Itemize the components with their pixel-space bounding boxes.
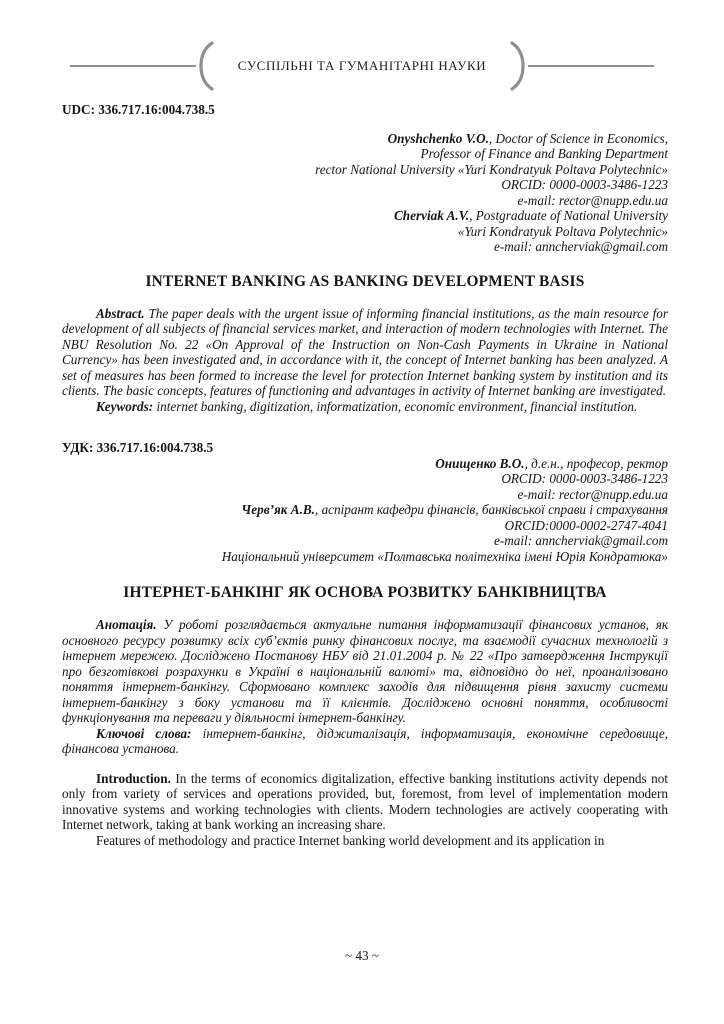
annotation-label: Анотація. <box>96 617 157 632</box>
author-orcid: ORCID: 0000-0003-3486-1223 <box>501 471 668 486</box>
introduction-label: Introduction. <box>96 770 171 786</box>
keywords-paragraph: Keywords: internet banking, digitization, informatization, economic environment, financial institution. <box>96 398 638 414</box>
brace-left-icon <box>196 40 216 92</box>
author-name: Черв’як А.В. <box>241 502 315 517</box>
header-rule-left <box>70 65 196 67</box>
author-orcid: ORCID: 0000-0003-3486-1223 <box>501 177 668 192</box>
article-title-en: INTERNET BANKING AS BANKING DEVELOPMENT BASIS <box>145 272 585 290</box>
brace-right-icon <box>508 40 528 92</box>
author-line: Онищенко В.О., д.е.н., професор, ректор <box>435 455 668 471</box>
author-email: e-mail: anncherviak@gmail.com <box>494 239 668 254</box>
keywords-label: Keywords: <box>96 398 154 414</box>
introduction-paragraph-2: Features of methodology and practice Internet banking world development and its application in <box>96 832 605 848</box>
author-line: Professor of Finance and Banking Department <box>420 146 668 161</box>
author-email: e-mail: rector@nupp.edu.ua <box>517 486 668 502</box>
author-line: «Yuri Kondratyuk Poltava Polytechnic» <box>457 223 668 239</box>
header-rule-right <box>528 65 654 67</box>
author-line: Черв’як А.В., аспірант кафедри фінансів, банківської справи і страхування <box>241 502 668 517</box>
author-line: Cherviak A.V., Postgraduate of National University <box>393 208 668 223</box>
keywords-ua-label: Ключові слова: <box>96 725 192 741</box>
author-name: Onyshchenko V.O. <box>387 130 489 146</box>
page-number: ~ 43 ~ <box>344 948 380 963</box>
authors-block-ua <box>62 456 668 565</box>
article-title-ua: ІНТЕРНЕТ-БАНКІНГ ЯК ОСНОВА РОЗВИТКУ БАНКІВНИЦТВА <box>123 584 607 601</box>
page-content <box>62 0 668 848</box>
author-email: e-mail: anncherviak@gmail.com <box>494 533 668 548</box>
authors-block-en <box>62 131 668 255</box>
section-heading: СУСПІЛЬНІ ТА ГУМАНІТАРНІ НАУКИ <box>237 58 487 73</box>
running-head <box>62 40 668 92</box>
abstract-label: Abstract. <box>96 305 145 321</box>
abstract-paragraph: Abstract. The paper deals with the urgent issue of informing financial institutions, as the main resource for development of all subjects of financial services market, and interaction of modern technologies with Internet. The NBU Resolution No. 22 «On Approval of the Instruction on Non-Cash Payments in Ukraine in National Currency» has been investigated and, in accordance with it, the concept of Internet banking has been analyzed. A set of measures has been formed to increase the level for protection Internet banking system by institution and its clients. The basic concepts, features of functioning and advantages in activity of Internet banking are investigated. <box>62 305 668 398</box>
udc-code-en: UDC: 336.717.16:004.738.5 <box>62 102 215 117</box>
author-line: rector National University «Yuri Kondratyuk Poltava Polytechnic» <box>315 161 668 177</box>
author-email: e-mail: rector@nupp.edu.ua <box>517 192 668 208</box>
author-name: Онищенко В.О. <box>435 455 525 471</box>
keywords-ua-paragraph: Ключові слова: інтернет-банкінг, діджиталізація, інформатизація, економічне середовище, фінансова установа. <box>62 725 668 756</box>
udc-code-ua: УДК: 336.717.16:004.738.5 <box>62 440 214 455</box>
author-line: Onyshchenko V.O., Doctor of Science in Economics, <box>387 130 668 146</box>
author-orcid: ORCID:0000-0002-2747-4041 <box>504 517 668 533</box>
author-affiliation: Національний університет «Полтавська політехніка імені Юрія Кондратюка» <box>221 548 668 564</box>
annotation-paragraph: Анотація. У роботі розглядається актуальне питання інформатизації фінансових установ, як основного ресурсу розвитку всіх суб’єктів ринку фінансових послуг, та взаємодії сучасних технологій з інтернет мережею. Досліджено Постанову НБУ від 21.01.2004 р. № 22 «Про затвердження Інструкції про безготівкові розрахунки в Україні в національній валюті» та, відповідно до неї, проаналізовано поняття інтернет-банкінгу. Сформовано комплекс заходів для підвищення рівня захисту системи інтернет-банкінгу з боку установи та її клієнтів. Досліджено основні поняття, особливості функціонування та переваги у діяльності інтернет-банкінгу. <box>62 617 668 725</box>
author-name: Cherviak A.V. <box>393 208 470 223</box>
introduction-paragraph: Introduction. In the terms of economics digitalization, effective banking institutions activity depends not only from variety of services and operations provided, but, foremost, from level of implementation modern innovative systems and working technologies with clients. Modern technologies are actively cooperating with Internet network, taking at bank working an increasing share. <box>62 770 668 832</box>
